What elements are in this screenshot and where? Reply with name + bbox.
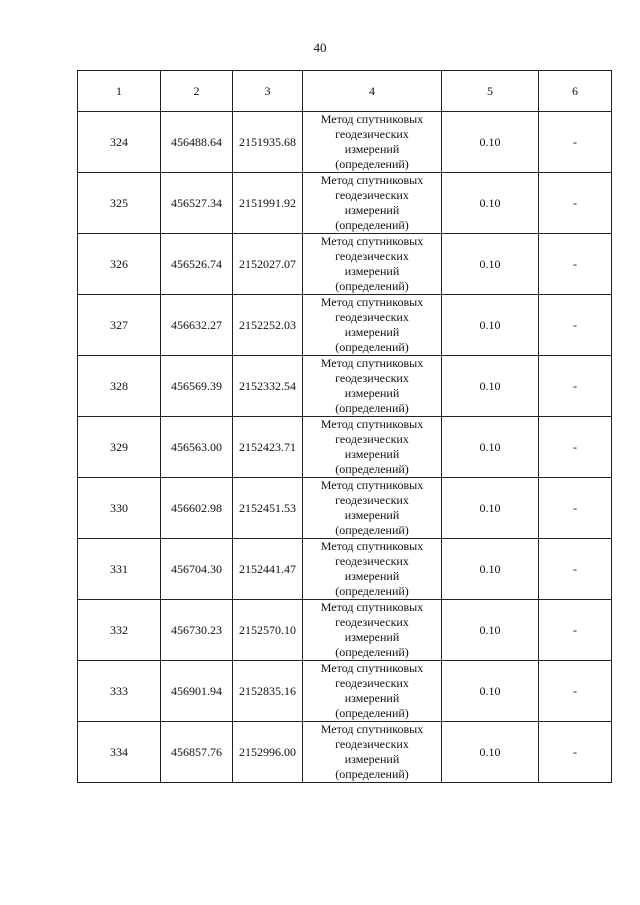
method-line: Метод спутниковых [320,295,424,309]
method-line: измерений [344,752,400,766]
method-line: измерений [344,386,400,400]
x-coordinate-cell: 456602.98 [161,478,233,539]
y-coordinate-cell: 2152835.16 [233,661,303,722]
method-line: Метод спутниковых [320,173,424,187]
accuracy-cell: 0.10 [442,722,539,783]
method-line: измерений [344,569,400,583]
point-number-cell: 329 [78,417,161,478]
method-line: (определений) [335,279,409,293]
accuracy-cell: 0.10 [442,112,539,173]
method-line: Метод спутниковых [320,417,424,431]
method-line: (определений) [335,645,409,659]
accuracy-cell: 0.10 [442,539,539,600]
note-cell: - [539,295,612,356]
note-cell: - [539,356,612,417]
method-line: измерений [344,630,400,644]
table-row [78,539,612,600]
table-row [78,356,612,417]
y-coordinate-cell: 2152996.00 [233,722,303,783]
method-line: Метод спутниковых [320,539,424,553]
method-line: Метод спутниковых [320,356,424,370]
method-cell [303,417,442,478]
point-number-cell: 331 [78,539,161,600]
method-cell [303,539,442,600]
y-coordinate-cell: 2152423.71 [233,417,303,478]
accuracy-cell: 0.10 [442,356,539,417]
method-line: геодезических [335,676,409,690]
accuracy-cell: 0.10 [442,600,539,661]
table-row [78,722,612,783]
method-cell [303,600,442,661]
method-line: геодезических [335,615,409,629]
table-row [78,234,612,295]
method-cell [303,234,442,295]
method-line: измерений [344,142,400,156]
method-line: (определений) [335,706,409,720]
x-coordinate-cell: 456632.27 [161,295,233,356]
y-coordinate-cell: 2151935.68 [233,112,303,173]
x-coordinate-cell: 456488.64 [161,112,233,173]
point-number-cell: 332 [78,600,161,661]
method-line: геодезических [335,737,409,751]
header-cell: 4 [303,71,442,112]
accuracy-cell: 0.10 [442,173,539,234]
method-cell [303,173,442,234]
point-number-cell: 325 [78,173,161,234]
method-line: Метод спутниковых [320,661,424,675]
note-cell: - [539,661,612,722]
method-cell [303,478,442,539]
y-coordinate-cell: 2152027.07 [233,234,303,295]
x-coordinate-cell: 456526.74 [161,234,233,295]
header-cell: 5 [442,71,539,112]
y-coordinate-cell: 2151991.92 [233,173,303,234]
accuracy-cell: 0.10 [442,234,539,295]
note-cell: - [539,600,612,661]
method-line: Метод спутниковых [320,600,424,614]
method-line: измерений [344,691,400,705]
note-cell: - [539,539,612,600]
method-line: (определений) [335,157,409,171]
note-cell: - [539,234,612,295]
header-cell: 6 [539,71,612,112]
accuracy-cell: 0.10 [442,478,539,539]
x-coordinate-cell: 456901.94 [161,661,233,722]
note-cell: - [539,478,612,539]
table-row [78,295,612,356]
table-header-row [78,71,612,112]
method-line: Метод спутниковых [320,112,424,126]
method-line: (определений) [335,218,409,232]
header-cell: 3 [233,71,303,112]
point-number-cell: 324 [78,112,161,173]
y-coordinate-cell: 2152451.53 [233,478,303,539]
method-line: измерений [344,264,400,278]
x-coordinate-cell: 456563.00 [161,417,233,478]
method-cell [303,295,442,356]
method-cell [303,722,442,783]
table-row [78,112,612,173]
note-cell: - [539,722,612,783]
y-coordinate-cell: 2152252.03 [233,295,303,356]
method-line: (определений) [335,584,409,598]
note-cell: - [539,173,612,234]
point-number-cell: 330 [78,478,161,539]
table-row [78,478,612,539]
method-line: измерений [344,203,400,217]
x-coordinate-cell: 456569.39 [161,356,233,417]
table-row [78,417,612,478]
table-row [78,600,612,661]
method-cell [303,112,442,173]
x-coordinate-cell: 456857.76 [161,722,233,783]
note-cell: - [539,417,612,478]
note-cell: - [539,112,612,173]
method-line: Метод спутниковых [320,478,424,492]
accuracy-cell: 0.10 [442,417,539,478]
method-line: (определений) [335,340,409,354]
point-number-cell: 327 [78,295,161,356]
x-coordinate-cell: 456730.23 [161,600,233,661]
method-line: геодезических [335,249,409,263]
y-coordinate-cell: 2152570.10 [233,600,303,661]
method-line: Метод спутниковых [320,722,424,736]
method-line: измерений [344,447,400,461]
accuracy-cell: 0.10 [442,295,539,356]
method-line: (определений) [335,523,409,537]
table-body [78,112,612,783]
header-cell: 2 [161,71,233,112]
method-line: (определений) [335,462,409,476]
method-line: геодезических [335,554,409,568]
point-number-cell: 326 [78,234,161,295]
method-cell [303,661,442,722]
method-line: геодезических [335,310,409,324]
accuracy-cell: 0.10 [442,661,539,722]
method-line: геодезических [335,371,409,385]
method-line: геодезических [335,432,409,446]
method-line: измерений [344,325,400,339]
table-row [78,661,612,722]
point-number-cell: 333 [78,661,161,722]
table-row [78,173,612,234]
header-cell: 1 [78,71,161,112]
page-number: 40 [313,40,327,55]
y-coordinate-cell: 2152332.54 [233,356,303,417]
point-number-cell: 328 [78,356,161,417]
method-line: геодезических [335,127,409,141]
coordinates-table [77,70,612,783]
y-coordinate-cell: 2152441.47 [233,539,303,600]
point-number-cell: 334 [78,722,161,783]
method-cell [303,356,442,417]
method-line: геодезических [335,493,409,507]
x-coordinate-cell: 456527.34 [161,173,233,234]
method-line: Метод спутниковых [320,234,424,248]
method-line: геодезических [335,188,409,202]
method-line: (определений) [335,767,409,781]
method-line: (определений) [335,401,409,415]
x-coordinate-cell: 456704.30 [161,539,233,600]
method-line: измерений [344,508,400,522]
